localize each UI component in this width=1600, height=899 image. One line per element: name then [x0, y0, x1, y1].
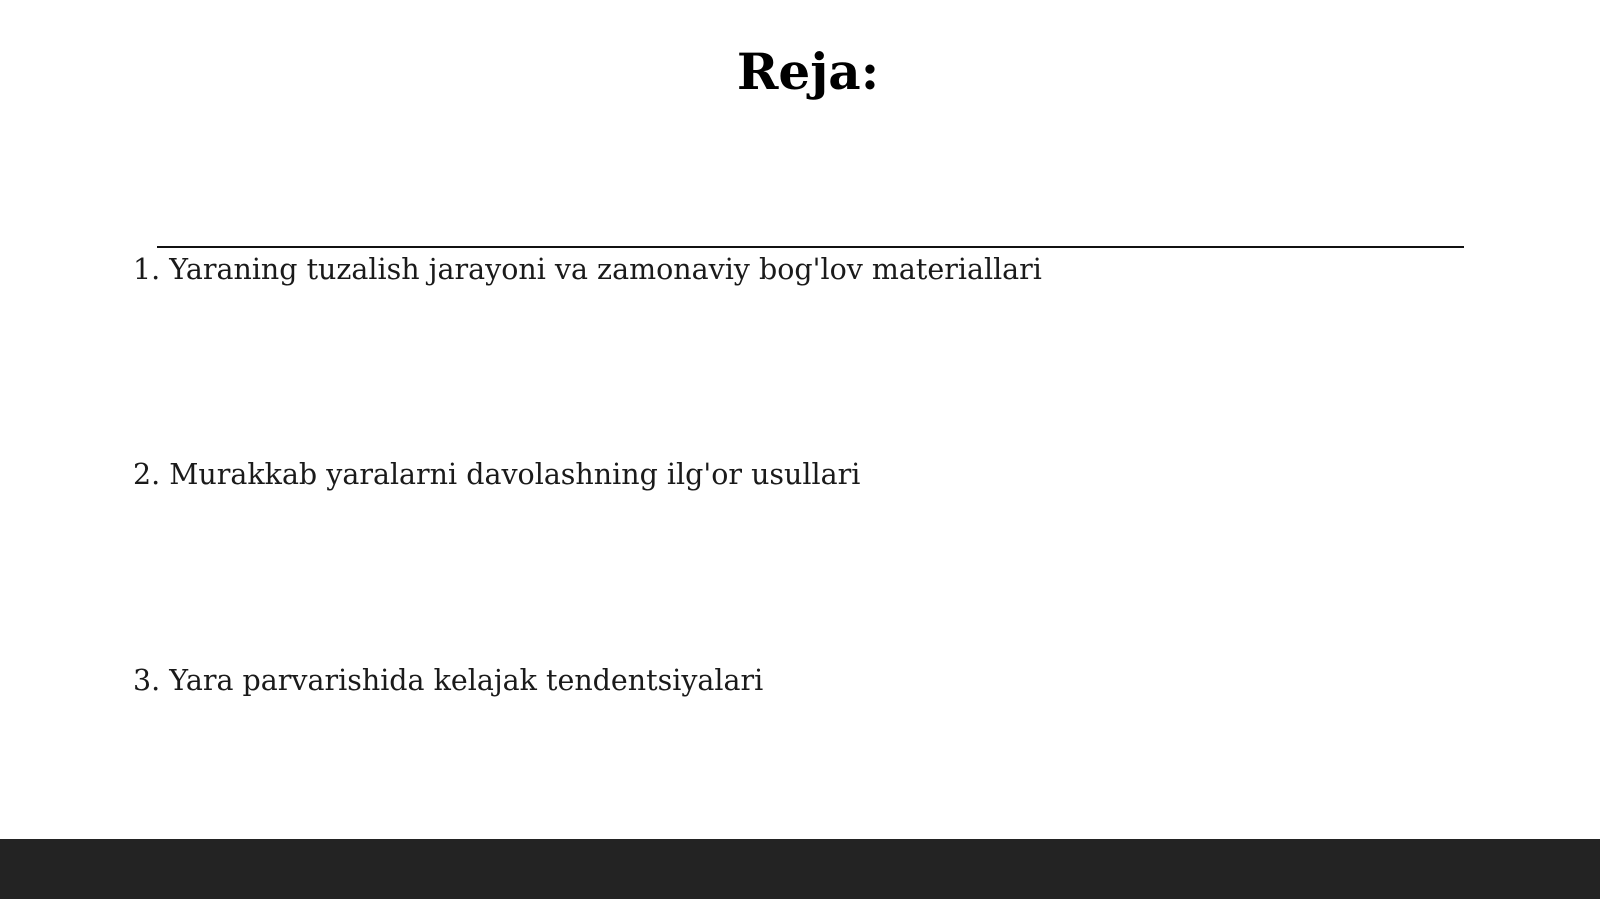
plan-item-2: 2. Murakkab yaralarni davolashning ilg'or usullari: [133, 458, 861, 491]
slide-title: Reja:: [736, 42, 880, 101]
plan-item-1: 1. Yaraning tuzalish jarayoni va zamonaviy bog'lov materiallari: [133, 253, 1042, 286]
plan-item-3: 3. Yara parvarishida kelajak tendentsiyalari: [133, 664, 764, 697]
footer-bar: [0, 839, 1600, 899]
title-divider: [157, 246, 1464, 248]
